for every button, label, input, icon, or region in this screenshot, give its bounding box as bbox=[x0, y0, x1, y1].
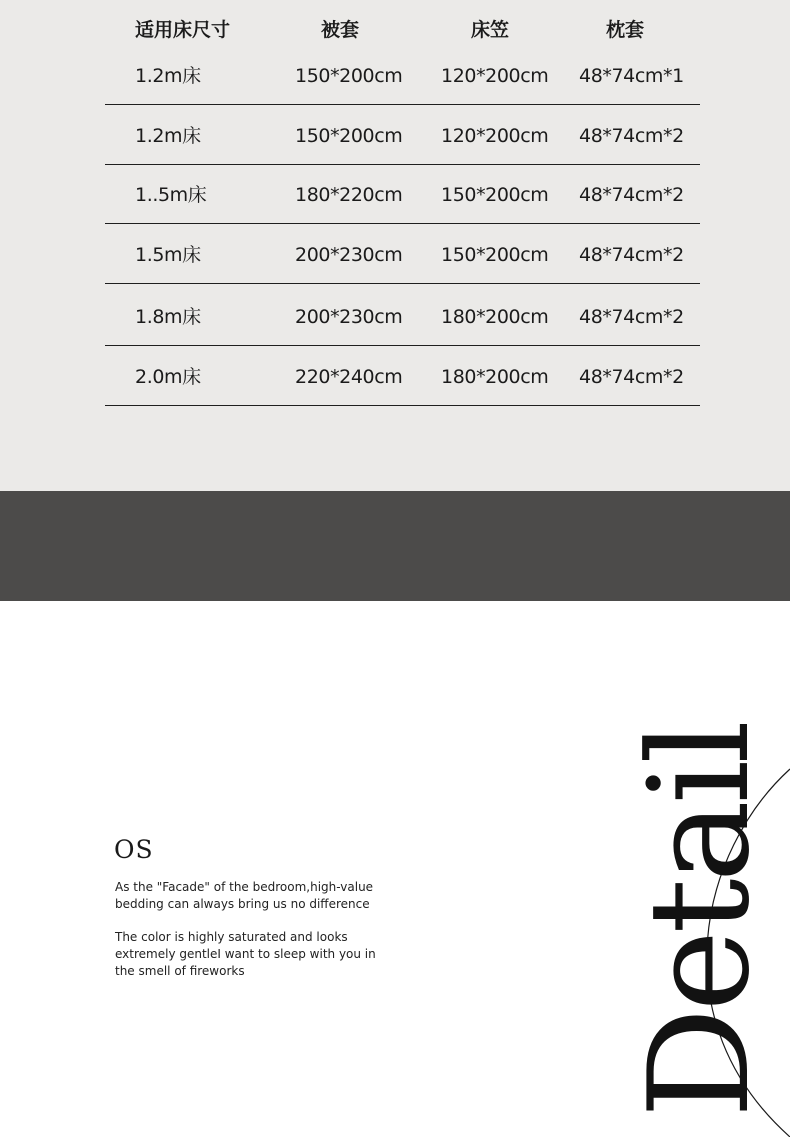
header-bed-size: 适用床尺寸 bbox=[135, 19, 231, 41]
table-row bbox=[105, 165, 700, 224]
header-fitted-sheet: 床笠 bbox=[471, 19, 510, 41]
table-header bbox=[105, 16, 700, 46]
detail-title: OS bbox=[114, 835, 154, 864]
cell-fitted-sheet: 120*200cm bbox=[441, 65, 549, 87]
detail-vertical-word: Detail bbox=[619, 723, 780, 1119]
table-row bbox=[105, 46, 700, 105]
header-duvet-cover: 被套 bbox=[321, 19, 360, 41]
table-row bbox=[105, 284, 700, 346]
cell-duvet-cover: 150*200cm bbox=[295, 65, 403, 87]
detail-section bbox=[0, 601, 790, 1137]
cell-duvet-cover: 200*230cm bbox=[295, 244, 403, 266]
dark-divider-band bbox=[0, 491, 790, 601]
cell-bed-size: 2.0m床 bbox=[135, 366, 201, 388]
cell-fitted-sheet: 180*200cm bbox=[441, 366, 549, 388]
size-table-section bbox=[0, 0, 790, 491]
cell-fitted-sheet: 150*200cm bbox=[441, 184, 549, 206]
cell-duvet-cover: 220*240cm bbox=[295, 366, 403, 388]
cell-fitted-sheet: 150*200cm bbox=[441, 244, 549, 266]
cell-pillowcase: 48*74cm*2 bbox=[579, 306, 684, 328]
table-row bbox=[105, 105, 700, 165]
cell-duvet-cover: 180*220cm bbox=[295, 184, 403, 206]
cell-fitted-sheet: 180*200cm bbox=[441, 306, 549, 328]
cell-bed-size: 1..5m床 bbox=[135, 184, 207, 206]
cell-bed-size: 1.2m床 bbox=[135, 125, 201, 147]
cell-bed-size: 1.2m床 bbox=[135, 65, 201, 87]
cell-duvet-cover: 150*200cm bbox=[295, 125, 403, 147]
cell-pillowcase: 48*74cm*2 bbox=[579, 125, 684, 147]
cell-pillowcase: 48*74cm*2 bbox=[579, 184, 684, 206]
cell-duvet-cover: 200*230cm bbox=[295, 306, 403, 328]
detail-paragraph: As the "Facade" of the bedroom,high-value bedding can always bring us no difference bbox=[115, 880, 374, 911]
table-row bbox=[105, 346, 700, 406]
cell-fitted-sheet: 120*200cm bbox=[441, 125, 549, 147]
table-row bbox=[105, 224, 700, 284]
detail-paragraph: The color is highly saturated and looks extremely gentleI want to sleep with you in the smell of fireworks bbox=[115, 930, 376, 978]
cell-bed-size: 1.5m床 bbox=[135, 244, 201, 266]
header-pillowcase: 枕套 bbox=[606, 19, 645, 41]
cell-bed-size: 1.8m床 bbox=[135, 306, 201, 328]
cell-pillowcase: 48*74cm*1 bbox=[579, 65, 684, 87]
cell-pillowcase: 48*74cm*2 bbox=[579, 366, 684, 388]
cell-pillowcase: 48*74cm*2 bbox=[579, 244, 684, 266]
